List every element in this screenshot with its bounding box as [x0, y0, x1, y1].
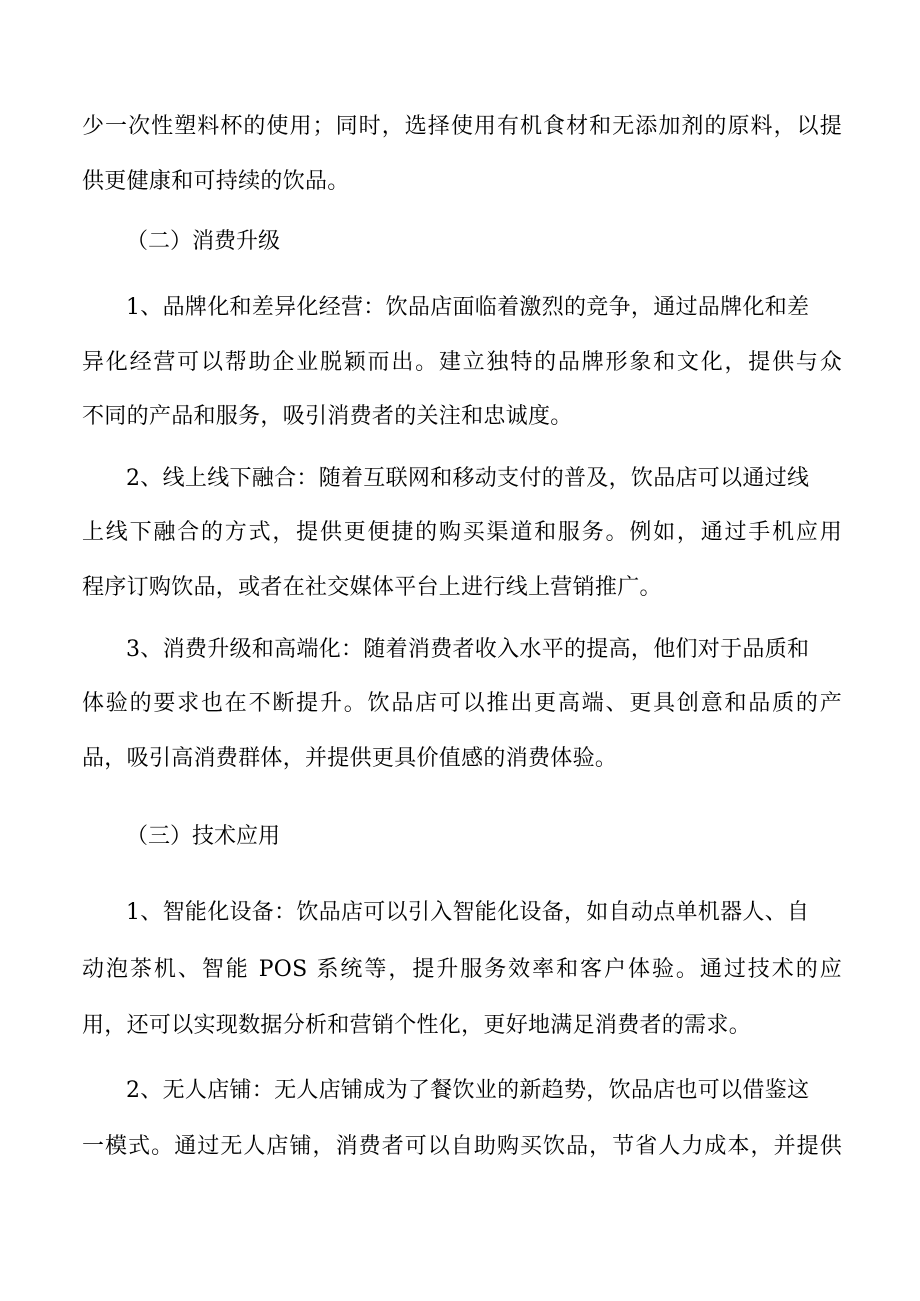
- s2-item1-line-1: 1、品牌化和差异化经营：饮品店面临着激烈的竞争，通过品牌化和差: [126, 295, 810, 320]
- s2-item2-line-2: 上线下融合的方式，提供更便捷的购买渠道和服务。例如，通过手机应用: [82, 520, 842, 545]
- section-2-heading: （二）消费升级: [126, 229, 281, 254]
- s2-item3-line-2: 体验的要求也在不断提升。饮品店可以推出更高端、更具创意和品质的产: [82, 691, 842, 716]
- s3-item1-line-3: 用，还可以实现数据分析和营销个性化，更好地满足消费者的需求。: [82, 1013, 752, 1038]
- s2-item2-line-3: 程序订购饮品，或者在社交媒体平台上进行线上营销推广。: [82, 575, 662, 600]
- section-3-heading: （三）技术应用: [126, 824, 281, 849]
- s2-item1-line-2: 异化经营可以帮助企业脱颖而出。建立独特的品牌形象和文化，提供与众: [82, 350, 842, 375]
- s2-item2-line-1: 2、线上线下融合：随着互联网和移动支付的普及，饮品店可以通过线: [126, 466, 810, 491]
- s3-item1-line-2: 动泡茶机、智能 POS 系统等，提升服务效率和客户体验。通过技术的应: [82, 957, 842, 982]
- s2-item3-line-3: 品，吸引高消费群体，并提供更具价值感的消费体验。: [82, 746, 618, 771]
- s3-item2-line-2: 一模式。通过无人店铺，消费者可以自助购买饮品，节省人力成本，并提供: [82, 1134, 842, 1159]
- s2-item3-line-1: 3、消费升级和高端化：随着消费者收入水平的提高，他们对于品质和: [126, 637, 810, 662]
- s2-item1-line-3: 不同的产品和服务，吸引消费者的关注和忠诚度。: [82, 404, 573, 429]
- s3-item1-line-1: 1、智能化设备：饮品店可以引入智能化设备，如自动点单机器人、自: [126, 900, 810, 925]
- s3-item2-line-1: 2、无人店铺：无人店铺成为了餐饮业的新趋势，饮品店也可以借鉴这: [126, 1078, 810, 1103]
- intro-line-1: 少一次性塑料杯的使用；同时，选择使用有机食材和无添加剂的原料，以提: [82, 114, 842, 139]
- intro-line-2: 供更健康和可持续的饮品。: [82, 169, 350, 194]
